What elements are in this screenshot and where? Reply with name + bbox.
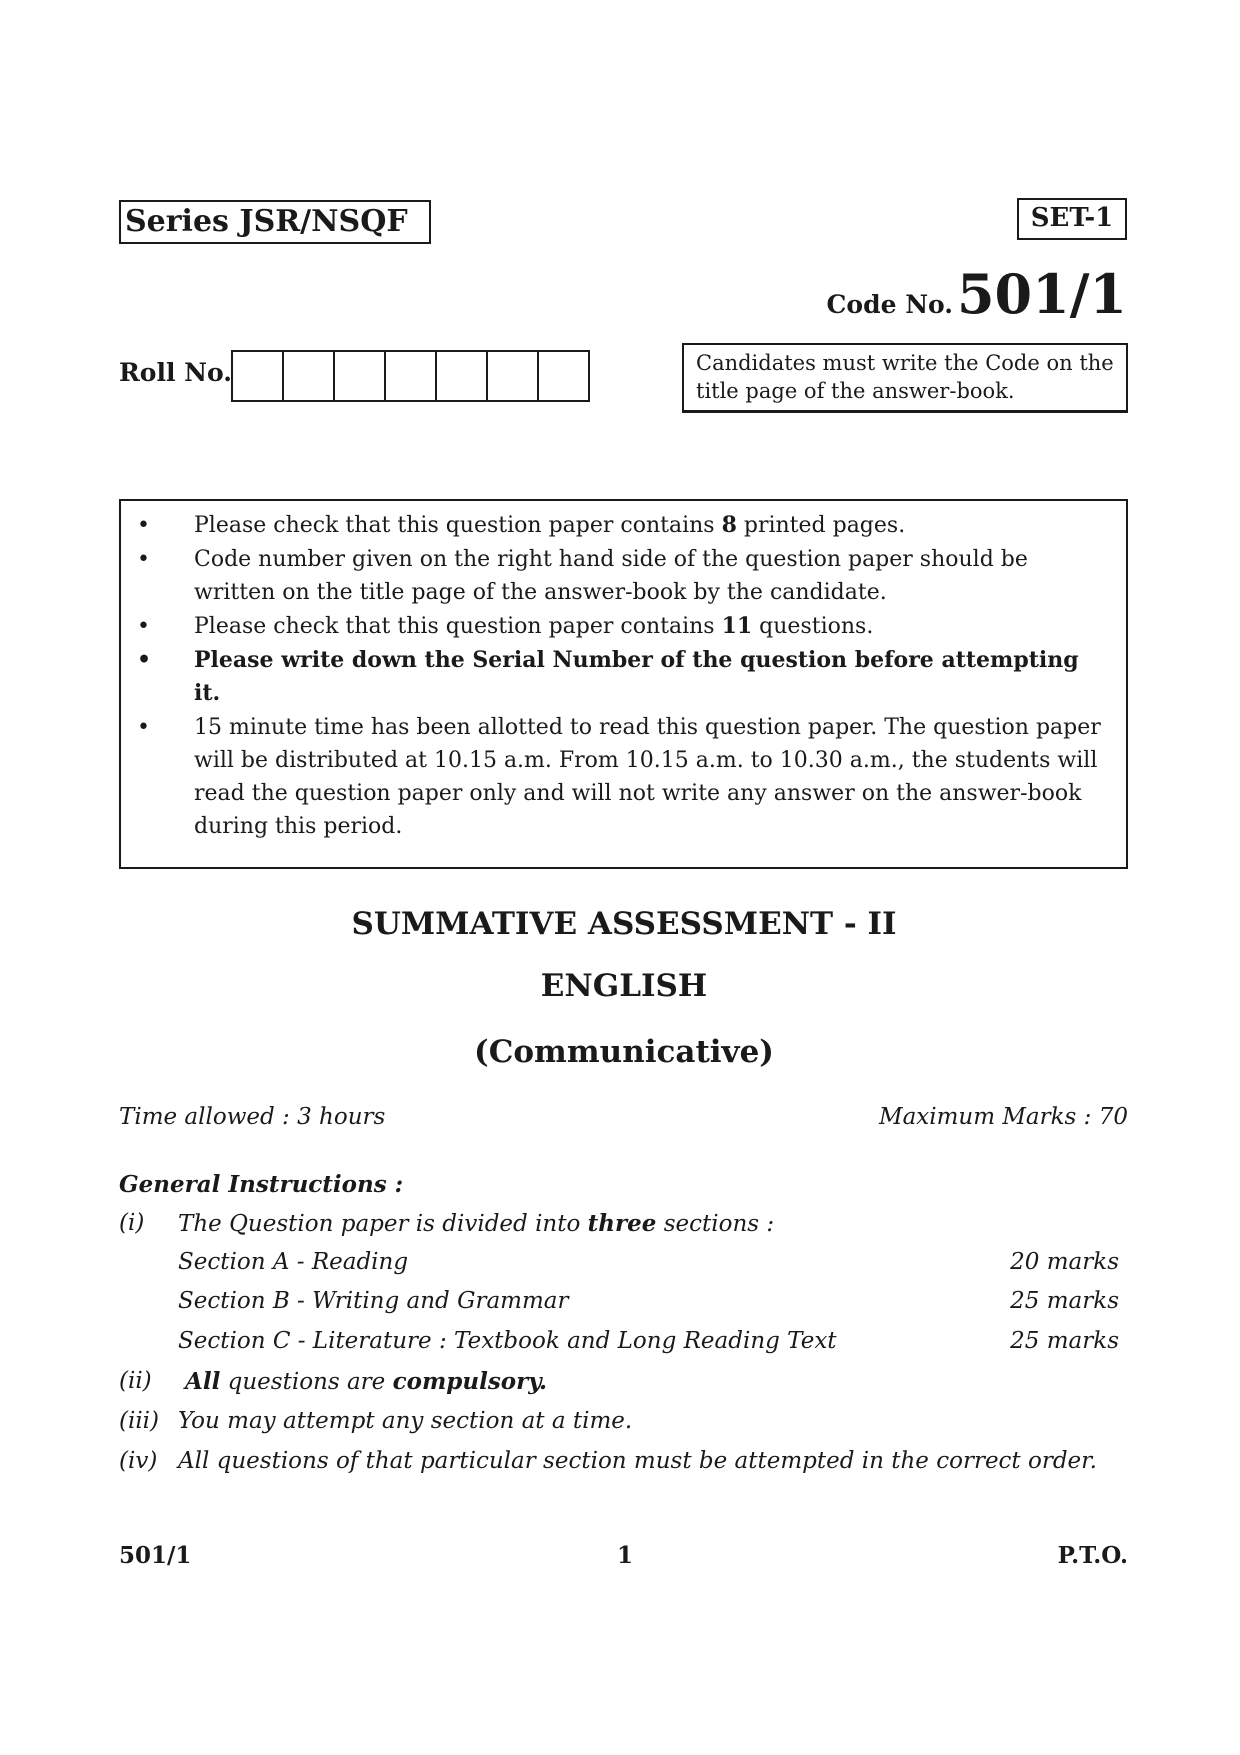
- instruction-item: • 15 minute time has been allotted to read this question paper. The question paper will be distributed at 10.15 a.m. From 10.15 a.m. to 10.30 a.m., the students will read the question paper only and will not write any answer on the answer-book during this period.: [121, 711, 1112, 843]
- code-value: 501/1: [956, 262, 1127, 326]
- bullet-icon: •: [137, 647, 152, 673]
- maximum-marks: Maximum Marks : 70: [879, 1104, 1128, 1130]
- candidate-note: Candidates must write the Code on the title page of the answer-book.: [682, 343, 1128, 413]
- bullet-icon: •: [137, 547, 150, 572]
- roll-digit-box[interactable]: [539, 352, 590, 400]
- assessment-title: SUMMATIVE ASSESSMENT - II: [351, 906, 897, 942]
- footer-code: 501/1: [119, 1542, 192, 1569]
- subject-title: ENGLISH: [540, 968, 708, 1004]
- series-label: Series JSR/NSQF: [119, 200, 431, 244]
- instructions-box: [119, 499, 1128, 869]
- general-instructions-title: General Instructions :: [119, 1171, 404, 1198]
- pto-label: P.T.O.: [1057, 1542, 1128, 1569]
- roll-number-boxes: [231, 350, 590, 402]
- roll-digit-box[interactable]: [335, 352, 386, 400]
- instruction-item: • Code number given on the right hand side of the question paper should be written on the title page of the answer-book by the candidate.: [121, 543, 1112, 609]
- roll-digit-box[interactable]: [437, 352, 488, 400]
- instruction-item: • Please check that this question paper contains 8 printed pages.: [121, 509, 1112, 542]
- bullet-icon: •: [137, 614, 150, 639]
- roll-digit-box[interactable]: [488, 352, 539, 400]
- variant-title: (Communicative): [474, 1034, 774, 1070]
- time-allowed: Time allowed : 3 hours: [119, 1104, 386, 1130]
- page-number: 1: [616, 1542, 633, 1569]
- code-number: [827, 262, 1127, 326]
- code-label: Code No.: [826, 290, 953, 319]
- roll-digit-box[interactable]: [386, 352, 437, 400]
- instruction-item: • Please write down the Serial Number of the question before attempting it.: [121, 644, 1112, 710]
- bullet-icon: •: [137, 513, 150, 538]
- instruction-item: • Please check that this question paper contains 11 questions.: [121, 610, 1112, 643]
- bullet-icon: •: [137, 715, 150, 740]
- set-label: SET-1: [1017, 198, 1127, 240]
- roll-number-label: Roll No.: [119, 358, 232, 387]
- roll-digit-box[interactable]: [284, 352, 335, 400]
- roll-digit-box[interactable]: [233, 352, 284, 400]
